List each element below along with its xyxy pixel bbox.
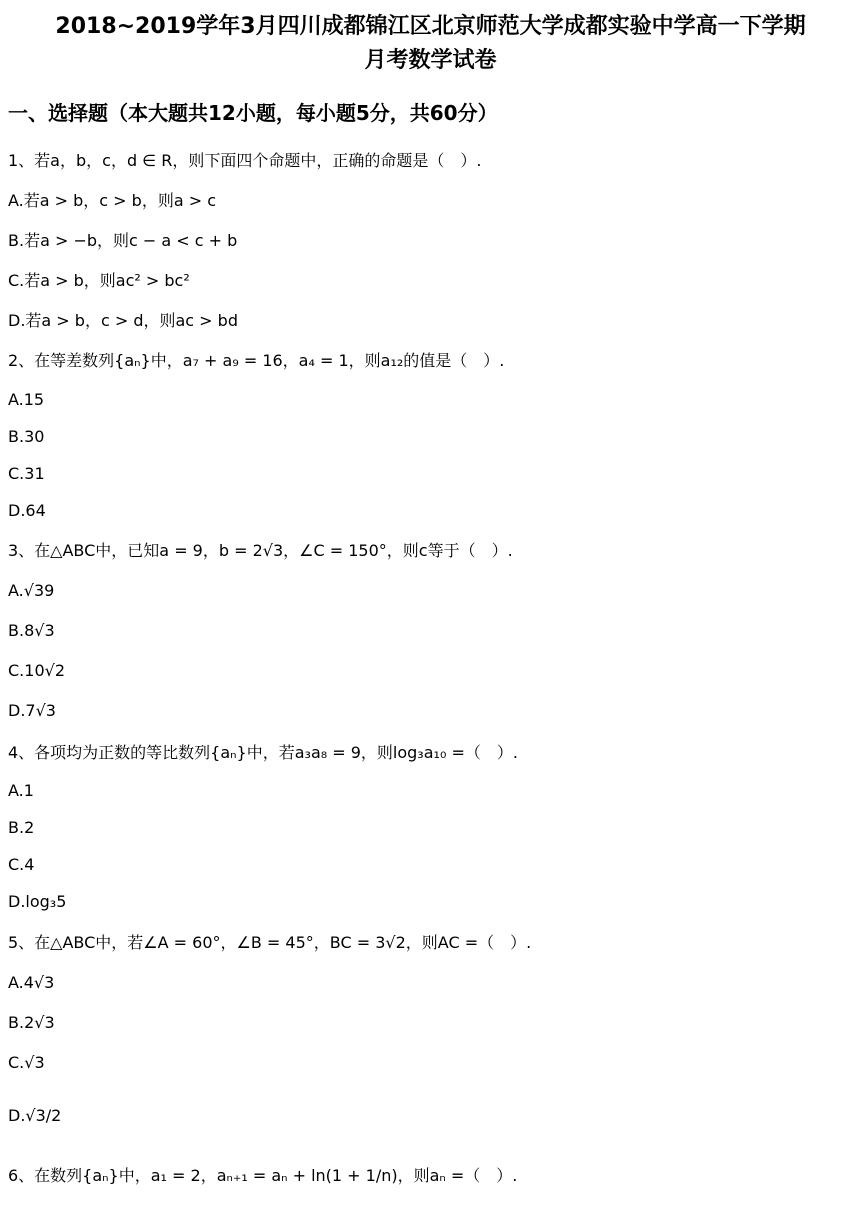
question-1-option-d: D.若a > b，c > d，则ac > bd (8, 311, 238, 330)
question-4-option-d: D.log₃5 (8, 892, 67, 911)
question-2-option-d: D.64 (8, 501, 46, 520)
question-1-option-b: B.若a > −b，则c − a < c + b (8, 231, 238, 250)
question-4-option-a: A.1 (8, 781, 34, 800)
question-4-option-c: C.4 (8, 855, 35, 874)
question-2-option-a: A.15 (8, 390, 45, 409)
question-3-option-c: C.10√2 (8, 661, 65, 680)
question-1-stem: 1、若a，b，c，d ∈ R，则下面四个命题中，正确的命题是（ ）. (8, 151, 482, 170)
title-line-1: 2018~2019学年3月四川成都锦江区北京师范大学成都实验中学高一下学期 (55, 14, 806, 39)
question-1-option-c: C.若a > b，则ac² > bc² (8, 271, 190, 290)
question-4-stem: 4、各项均为正数的等比数列{aₙ}中，若a₃a₈ = 9，则log₃a₁₀ =（ ）. (8, 743, 518, 762)
question-3-option-a: A.√39 (8, 581, 55, 600)
question-3-stem: 3、在△ABC中，已知a = 9，b = 2√3，∠C = 150°，则c等于（ ）. (8, 541, 513, 560)
question-3-option-b: B.8√3 (8, 621, 55, 640)
question-5-option-d: D.√3/2 (8, 1106, 62, 1125)
question-2-option-b: B.30 (8, 427, 45, 446)
question-4-option-b: B.2 (8, 818, 35, 837)
question-5-option-b: B.2√3 (8, 1013, 55, 1032)
question-6-stem: 6、在数列{aₙ}中，a₁ = 2，aₙ₊₁ = aₙ + ln(1 + 1/n)，则aₙ =（ ）. (8, 1166, 518, 1185)
question-2-stem: 2、在等差数列{aₙ}中，a₇ + a₉ = 16，a₄ = 1，则a₁₂的值是（ ）. (8, 351, 505, 370)
question-5-option-a: A.4√3 (8, 973, 55, 992)
question-3-option-d: D.7√3 (8, 701, 56, 720)
exam-title (0, 10, 861, 78)
question-1-option-a: A.若a > b，c > b，则a > c (8, 191, 217, 210)
question-5-stem: 5、在△ABC中，若∠A = 60°，∠B = 45°，BC = 3√2，则AC =（ ）. (8, 933, 532, 952)
section-heading: 一、选择题（本大题共12小题，每小题5分，共60分） (8, 101, 498, 125)
question-2-option-c: C.31 (8, 464, 45, 483)
question-5-option-c: C.√3 (8, 1053, 45, 1072)
title-line-2: 月考数学试卷 (364, 48, 497, 73)
